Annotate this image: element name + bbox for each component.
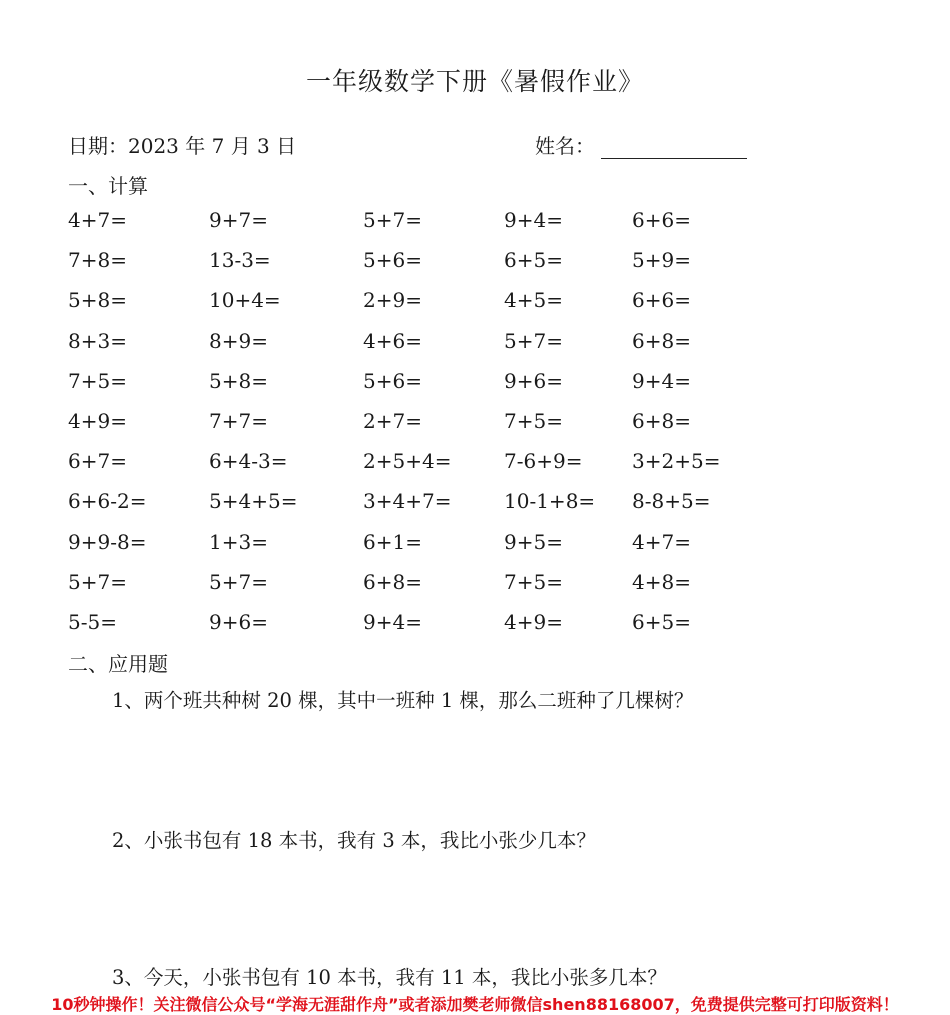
problem: 6+5= xyxy=(632,609,691,634)
problem-row xyxy=(68,530,788,570)
problem: 9+4= xyxy=(363,609,422,634)
problem: 5+7= xyxy=(68,569,127,594)
problem: 5+7= xyxy=(504,328,563,353)
problem-row xyxy=(68,610,788,650)
promo-footer-banner: 10秒钟操作！关注微信公众号“学海无涯甜作舟”或者添加樊老师微信shen88168007，免费提供完整可打印版资料！ xyxy=(0,992,950,1015)
problem-row xyxy=(68,369,788,409)
problem: 7+8= xyxy=(68,248,127,273)
problem: 2+9= xyxy=(363,288,422,313)
problem: 9+6= xyxy=(209,609,268,634)
problem: 7+5= xyxy=(504,408,563,433)
problem: 5+9= xyxy=(632,248,691,273)
word-problem-1: 1、两个班共种树 20 棵，其中一班种 1 棵，那么二班种了几棵树？ xyxy=(112,689,694,712)
problem: 6+4-3= xyxy=(209,449,288,474)
name-label: 姓名： xyxy=(535,134,595,158)
section-heading-word-problems: 二、应用题 xyxy=(68,652,168,676)
problem: 5+6= xyxy=(363,248,422,273)
date-field: 日期：2023 年 7 月 3 日 xyxy=(68,134,297,158)
problem: 4+6= xyxy=(363,328,422,353)
problem: 10+4= xyxy=(209,288,281,313)
name-blank-line xyxy=(601,136,747,159)
problem: 9+9-8= xyxy=(68,529,147,554)
problem: 5-5= xyxy=(68,609,117,634)
problem: 1+3= xyxy=(209,529,268,554)
problem-row xyxy=(68,329,788,369)
problem: 3+2+5= xyxy=(632,449,721,474)
problem: 5+7= xyxy=(209,569,268,594)
problem: 4+9= xyxy=(504,609,563,634)
word-problem-2: 2、小张书包有 18 本书，我有 3 本，我比小张少几本？ xyxy=(112,829,596,852)
problem: 6+5= xyxy=(504,248,563,273)
problem: 5+4+5= xyxy=(209,489,298,514)
problem: 4+9= xyxy=(68,408,127,433)
problem: 5+6= xyxy=(363,368,422,393)
problem: 2+5+4= xyxy=(363,449,452,474)
problem-row xyxy=(68,248,788,288)
problem: 7+5= xyxy=(504,569,563,594)
problem: 3+4+7= xyxy=(363,489,452,514)
problem: 6+6= xyxy=(632,288,691,313)
problem: 6+7= xyxy=(68,449,127,474)
problem: 9+4= xyxy=(632,368,691,393)
problem: 5+7= xyxy=(363,208,422,232)
problem: 8-8+5= xyxy=(632,489,711,514)
problem: 9+7= xyxy=(209,208,268,232)
problem: 9+5= xyxy=(504,529,563,554)
calculation-problems xyxy=(68,208,788,650)
word-problem-3: 3、今天，小张书包有 10 本书，我有 11 本，我比小张多几本？ xyxy=(112,966,667,989)
problem: 4+5= xyxy=(504,288,563,313)
problem: 5+8= xyxy=(68,288,127,313)
problem: 4+7= xyxy=(632,529,691,554)
problem-row xyxy=(68,288,788,328)
name-field xyxy=(535,130,747,159)
section-heading-calculation: 一、计算 xyxy=(68,174,148,198)
problem: 8+9= xyxy=(209,328,268,353)
problem: 6+8= xyxy=(632,328,691,353)
problem: 9+6= xyxy=(504,368,563,393)
problem-row xyxy=(68,489,788,529)
problem-row xyxy=(68,570,788,610)
problem: 2+7= xyxy=(363,408,422,433)
problem: 6+8= xyxy=(363,569,422,594)
problem: 8+3= xyxy=(68,328,127,353)
problem: 6+8= xyxy=(632,408,691,433)
problem: 6+1= xyxy=(363,529,422,554)
problem: 9+4= xyxy=(504,208,563,232)
problem: 6+6= xyxy=(632,208,691,232)
problem: 7-6+9= xyxy=(504,449,583,474)
problem: 7+7= xyxy=(209,408,268,433)
problem-row xyxy=(68,409,788,449)
worksheet-title: 一年级数学下册《暑假作业》 xyxy=(305,67,644,96)
problem-row xyxy=(68,208,788,248)
problem: 7+5= xyxy=(68,368,127,393)
problem: 13-3= xyxy=(209,248,271,273)
problem: 5+8= xyxy=(209,368,268,393)
problem: 4+7= xyxy=(68,208,127,232)
problem: 4+8= xyxy=(632,569,691,594)
problem-row xyxy=(68,449,788,489)
problem: 10-1+8= xyxy=(504,489,596,514)
problem: 6+6-2= xyxy=(68,489,147,514)
